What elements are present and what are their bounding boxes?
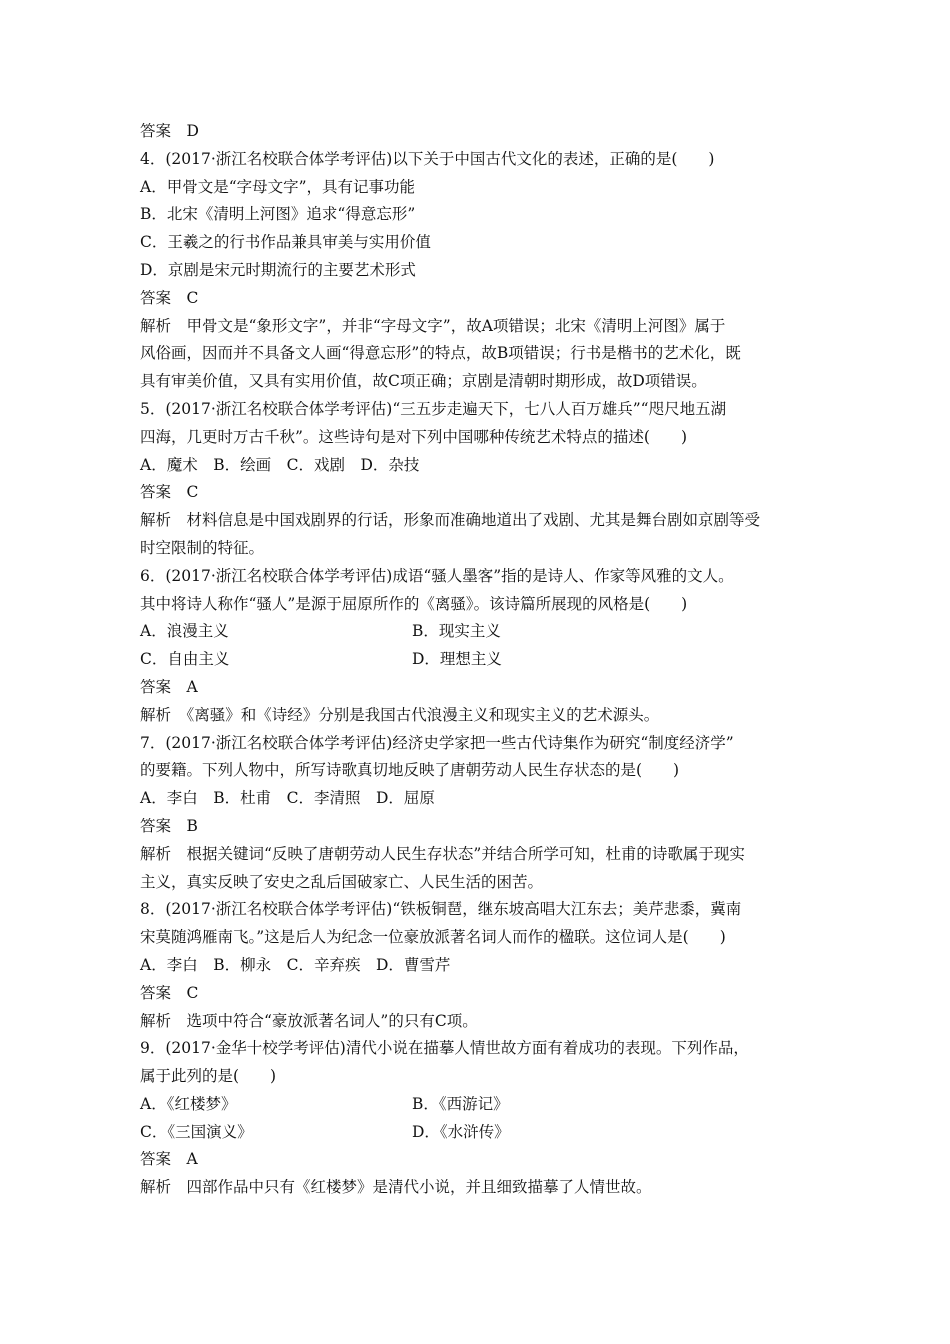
text-line: 7．(2017·浙江名校联合体学考评估)经济史学家把一些古代诗集作为研究“制度经济学”	[140, 733, 734, 752]
text-line: 具有审美价值，又具有实用价值，故C项正确；京剧是清朝时期形成，故D项错误。	[140, 372, 707, 391]
text-line: 其中将诗人称作“骚人”是源于屈原所作的《离骚》。该诗篇所展现的风格是( )	[140, 594, 688, 613]
text-line: 解析 选项中符合“豪放派著名词人”的只有C项。	[140, 1011, 478, 1030]
text-line: 解析 甲骨文是“象形文字”，并非“字母文字”，故A项错误；北宋《清明上河图》属于	[140, 316, 726, 335]
text-line: 答案 C	[140, 288, 199, 307]
option-text: A．《红楼梦》	[140, 1094, 237, 1113]
option-row	[140, 618, 820, 646]
text-line: 答案 A	[140, 1150, 198, 1169]
text-line: 答案 C	[140, 483, 199, 502]
text-line: 时空限制的特征。	[140, 538, 265, 557]
text-line: 4．(2017·浙江名校联合体学考评估)以下关于中国古代文化的表述，正确的是( )	[140, 149, 715, 168]
text-line: 9．(2017·金华十校学考评估)清代小说在描摹人情世故方面有着成功的表现。下列作品，	[140, 1039, 749, 1058]
text-line: 宋莫随鸿雁南飞。”这是后人为纪念一位豪放派著名词人而作的楹联。这位词人是( )	[140, 928, 726, 947]
text-line: A．魔术 B．绘画 C．戏剧 D．杂技	[140, 455, 420, 474]
exam-content	[140, 118, 820, 1202]
text-line: C．王羲之的行书作品兼具审美与实用价值	[140, 233, 431, 252]
option-text: D．《水浒传》	[412, 1122, 510, 1141]
text-line: 答案 A	[140, 677, 198, 696]
text-line: 答案 D	[140, 122, 199, 140]
text-line: 属于此列的是( )	[140, 1067, 277, 1086]
text-line: 的要籍。下列人物中，所写诗歌真切地反映了唐朝劳动人民生存状态的是( )	[140, 761, 680, 780]
text-line: 5．(2017·浙江名校联合体学考评估)“三五步走遍天下，七八人百万雄兵”“咫尺地五湖	[140, 399, 727, 418]
text-line: 主义，真实反映了安史之乱后国破家亡、人民生活的困苦。	[140, 872, 544, 891]
text-line: B．北宋《清明上河图》追求“得意忘形”	[140, 205, 416, 224]
text-line: 解析 材料信息是中国戏剧界的行话，形象而准确地道出了戏剧、尤其是舞台剧如京剧等受	[140, 511, 761, 530]
text-line: 解析 四部作品中只有《红楼梦》是清代小说，并且细致描摹了人情世故。	[140, 1178, 652, 1197]
text-line: 8．(2017·浙江名校联合体学考评估)“铁板铜琶，继东坡高唱大江东去；美芹悲黍，冀南	[140, 900, 742, 919]
option-text: C．《三国演义》	[140, 1122, 253, 1141]
option-text: B．现实主义	[412, 622, 501, 641]
text-line: 6．(2017·浙江名校联合体学考评估)成语“骚人墨客”指的是诗人、作家等风雅的文人。	[140, 566, 734, 585]
text-line: 解析 《离骚》和《诗经》分别是我国古代浪漫主义和现实主义的艺术源头。	[140, 705, 660, 724]
text-line: D．京剧是宋元时期流行的主要艺术形式	[140, 260, 416, 279]
text-line: A．甲骨文是“字母文字”，具有记事功能	[140, 177, 416, 196]
option-row	[140, 1091, 820, 1119]
option-text: C．自由主义	[140, 650, 230, 669]
text-line: 风俗画，因而并不具备文人画“得意忘形”的特点，故B项错误；行书是楷书的艺术化，既	[140, 344, 741, 363]
text-line: A．李白 B．柳永 C．辛弃疾 D．曹雪芹	[140, 955, 451, 974]
text-line: A．李白 B．杜甫 C．李清照 D．屈原	[140, 789, 435, 808]
text-line: 四海，几更时万古千秋”。这些诗句是对下列中国哪种传统艺术特点的描述( )	[140, 427, 688, 446]
text-line: 答案 B	[140, 816, 198, 835]
text-line: 答案 C	[140, 983, 199, 1002]
option-row	[140, 646, 820, 674]
text-line: 解析 根据关键词“反映了唐朝劳动人民生存状态”并结合所学可知，杜甫的诗歌属于现实	[140, 844, 745, 863]
option-text: B．《西游记》	[412, 1094, 509, 1113]
option-row	[140, 1119, 820, 1147]
option-text: D．理想主义	[412, 650, 502, 669]
option-text: A．浪漫主义	[140, 622, 229, 641]
